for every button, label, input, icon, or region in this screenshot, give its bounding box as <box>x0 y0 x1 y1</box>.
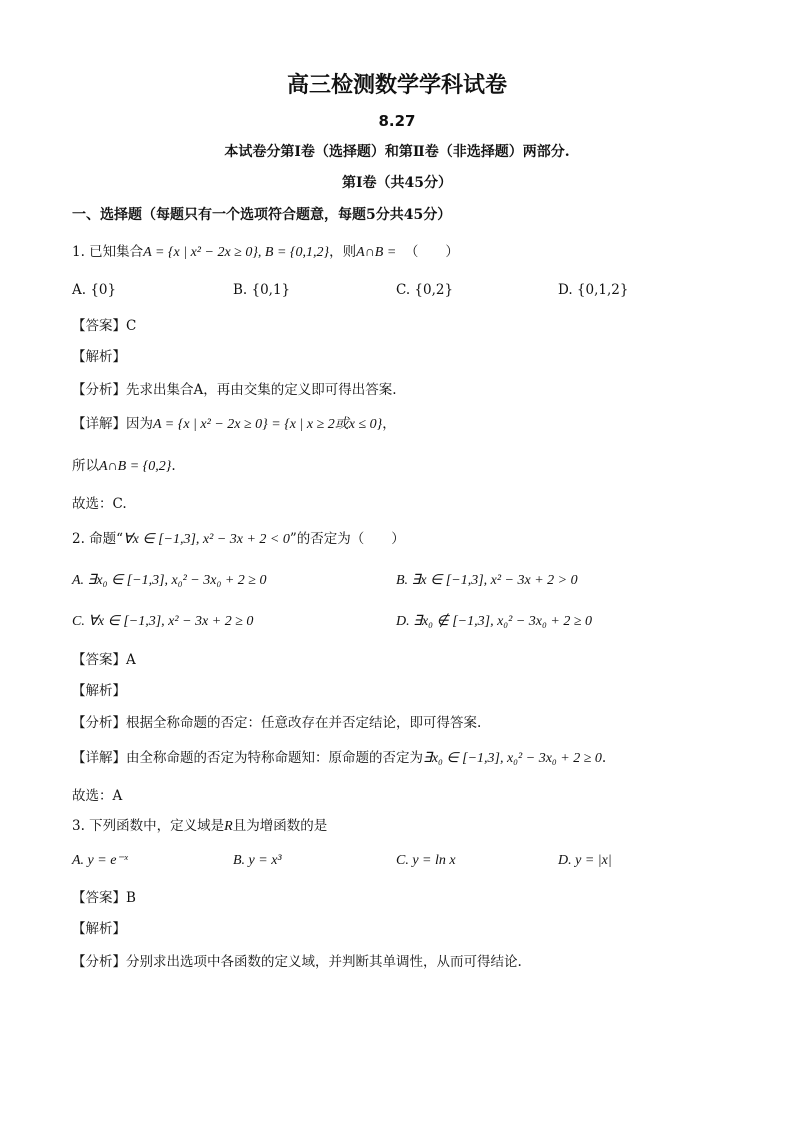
question-3-analysis-label: 【解析】 <box>72 921 126 937</box>
question-2-analysis-label: 【解析】 <box>72 683 126 699</box>
question-3-option-d: D. y = |x| <box>558 853 612 868</box>
xiangjie-suffix: ， <box>382 416 396 432</box>
question-3-suffix: 且为增函数的是 <box>232 818 328 834</box>
fenxi-text: 分别求出选项中各函数的定义域，并判断其单调性，从而可得结论. <box>126 954 522 970</box>
exam-title: 高三检测数学学科试卷 <box>286 72 507 98</box>
question-1-conclusion: 故选：C. <box>72 496 127 512</box>
xiangjie-label: 【详解】 <box>72 416 126 432</box>
question-3-option-b: B. y = x³ <box>233 853 282 868</box>
fenxi-label: 【分析】 <box>72 954 126 970</box>
question-3-prefix: 3. 下列函数中，定义域是 <box>72 818 225 834</box>
question-1-answer <box>72 316 136 336</box>
xiangjie-label: 【详解】 <box>72 750 126 766</box>
question-1-xiangjie <box>72 414 396 435</box>
question-2-xiangjie <box>72 748 606 769</box>
question-1-option-d: D. {0,1,2} <box>558 282 629 298</box>
question-3-fenxi <box>72 952 522 972</box>
question-1-math2: A∩B = <box>356 245 397 260</box>
exam-date: 8.27 <box>378 112 416 130</box>
question-1-option-b: B. {0,1} <box>233 282 291 298</box>
fenxi-text: 先求出集合A，再由交集的定义即可得出答案. <box>126 382 397 398</box>
question-2-math: ∀x ∈ [−1,3], x² − 3x + 2 < 0 <box>123 532 290 547</box>
answer-value: C <box>126 318 137 334</box>
xiangjie-math: ∃x₀ ∈ [−1,3], x₀² − 3x₀ + 2 ≥ 0 <box>423 751 602 766</box>
xiangjie-prefix: 由全称命题的否定为特称命题知：原命题的否定为 <box>126 750 423 766</box>
question-1-option-c: C. {0,2} <box>396 282 454 298</box>
question-2-option-d: D. ∃x₀ ∉ [−1,3], x₀² − 3x₀ + 2 ≥ 0 <box>396 614 593 629</box>
fenxi-label: 【分析】 <box>72 715 126 731</box>
question-2-option-b: B. ∃x ∈ [−1,3], x² − 3x + 2 > 0 <box>396 573 578 588</box>
question-2-fenxi <box>72 713 481 733</box>
question-3-answer <box>72 888 136 908</box>
suoyi-suffix: . <box>171 458 176 474</box>
answer-value: B <box>126 890 136 906</box>
question-1-stem <box>72 242 459 263</box>
answer-label: 【答案】 <box>72 652 126 668</box>
question-1-analysis-label: 【解析】 <box>72 349 126 365</box>
answer-label: 【答案】 <box>72 890 126 906</box>
fenxi-text: 根据全称命题的否定：任意改存在并否定结论，即可得答案. <box>126 715 482 731</box>
question-2-prefix: 2. 命题“ <box>72 531 124 547</box>
question-1-suffix: （ ） <box>404 244 459 260</box>
answer-value: A <box>126 652 136 668</box>
xiangjie-math: A = {x | x² − 2x ≥ 0} = {x | x ≥ 2或x ≤ 0} <box>153 417 383 432</box>
exam-part-heading: 第Ⅰ卷（共45分） <box>341 175 453 191</box>
section-heading: 一、选择题（每题只有一个选项符合题意，每题5分共45分） <box>72 207 452 223</box>
question-1-prefix: 1. 已知集合 <box>72 244 144 260</box>
question-3-option-c: C. y = ln x <box>396 853 456 868</box>
question-2-conclusion: 故选：A <box>72 788 123 804</box>
question-3-stem <box>72 816 327 837</box>
answer-label: 【答案】 <box>72 318 126 334</box>
suoyi-prefix: 所以 <box>72 458 99 474</box>
xiangjie-suffix: . <box>601 750 607 766</box>
suoyi-math: A∩B = {0,2} <box>99 459 172 474</box>
question-1-suoyi <box>72 456 176 477</box>
question-1-option-a: A. {0} <box>72 282 117 298</box>
question-2-stem <box>72 529 405 550</box>
question-1-mid: ，则 <box>329 244 357 260</box>
question-2-option-c: C. ∀x ∈ [−1,3], x² − 3x + 2 ≥ 0 <box>72 614 254 629</box>
question-3-math: R <box>224 819 233 834</box>
question-3-option-a: A. y = e⁻ˣ <box>72 853 128 868</box>
question-2-suffix: ”的否定为（ ） <box>289 531 405 547</box>
question-1-fenxi <box>72 380 397 400</box>
question-1-math: A = {x | x² − 2x ≥ 0}, B = {0,1,2} <box>143 245 330 260</box>
question-2-option-a: A. ∃x₀ ∈ [−1,3], x₀² − 3x₀ + 2 ≥ 0 <box>72 573 267 588</box>
exam-intro: 本试卷分第Ⅰ卷（选择题）和第Ⅱ卷（非选择题）两部分. <box>224 144 570 160</box>
fenxi-label: 【分析】 <box>72 382 126 398</box>
xiangjie-prefix: 因为 <box>126 416 153 432</box>
question-2-answer <box>72 650 136 670</box>
